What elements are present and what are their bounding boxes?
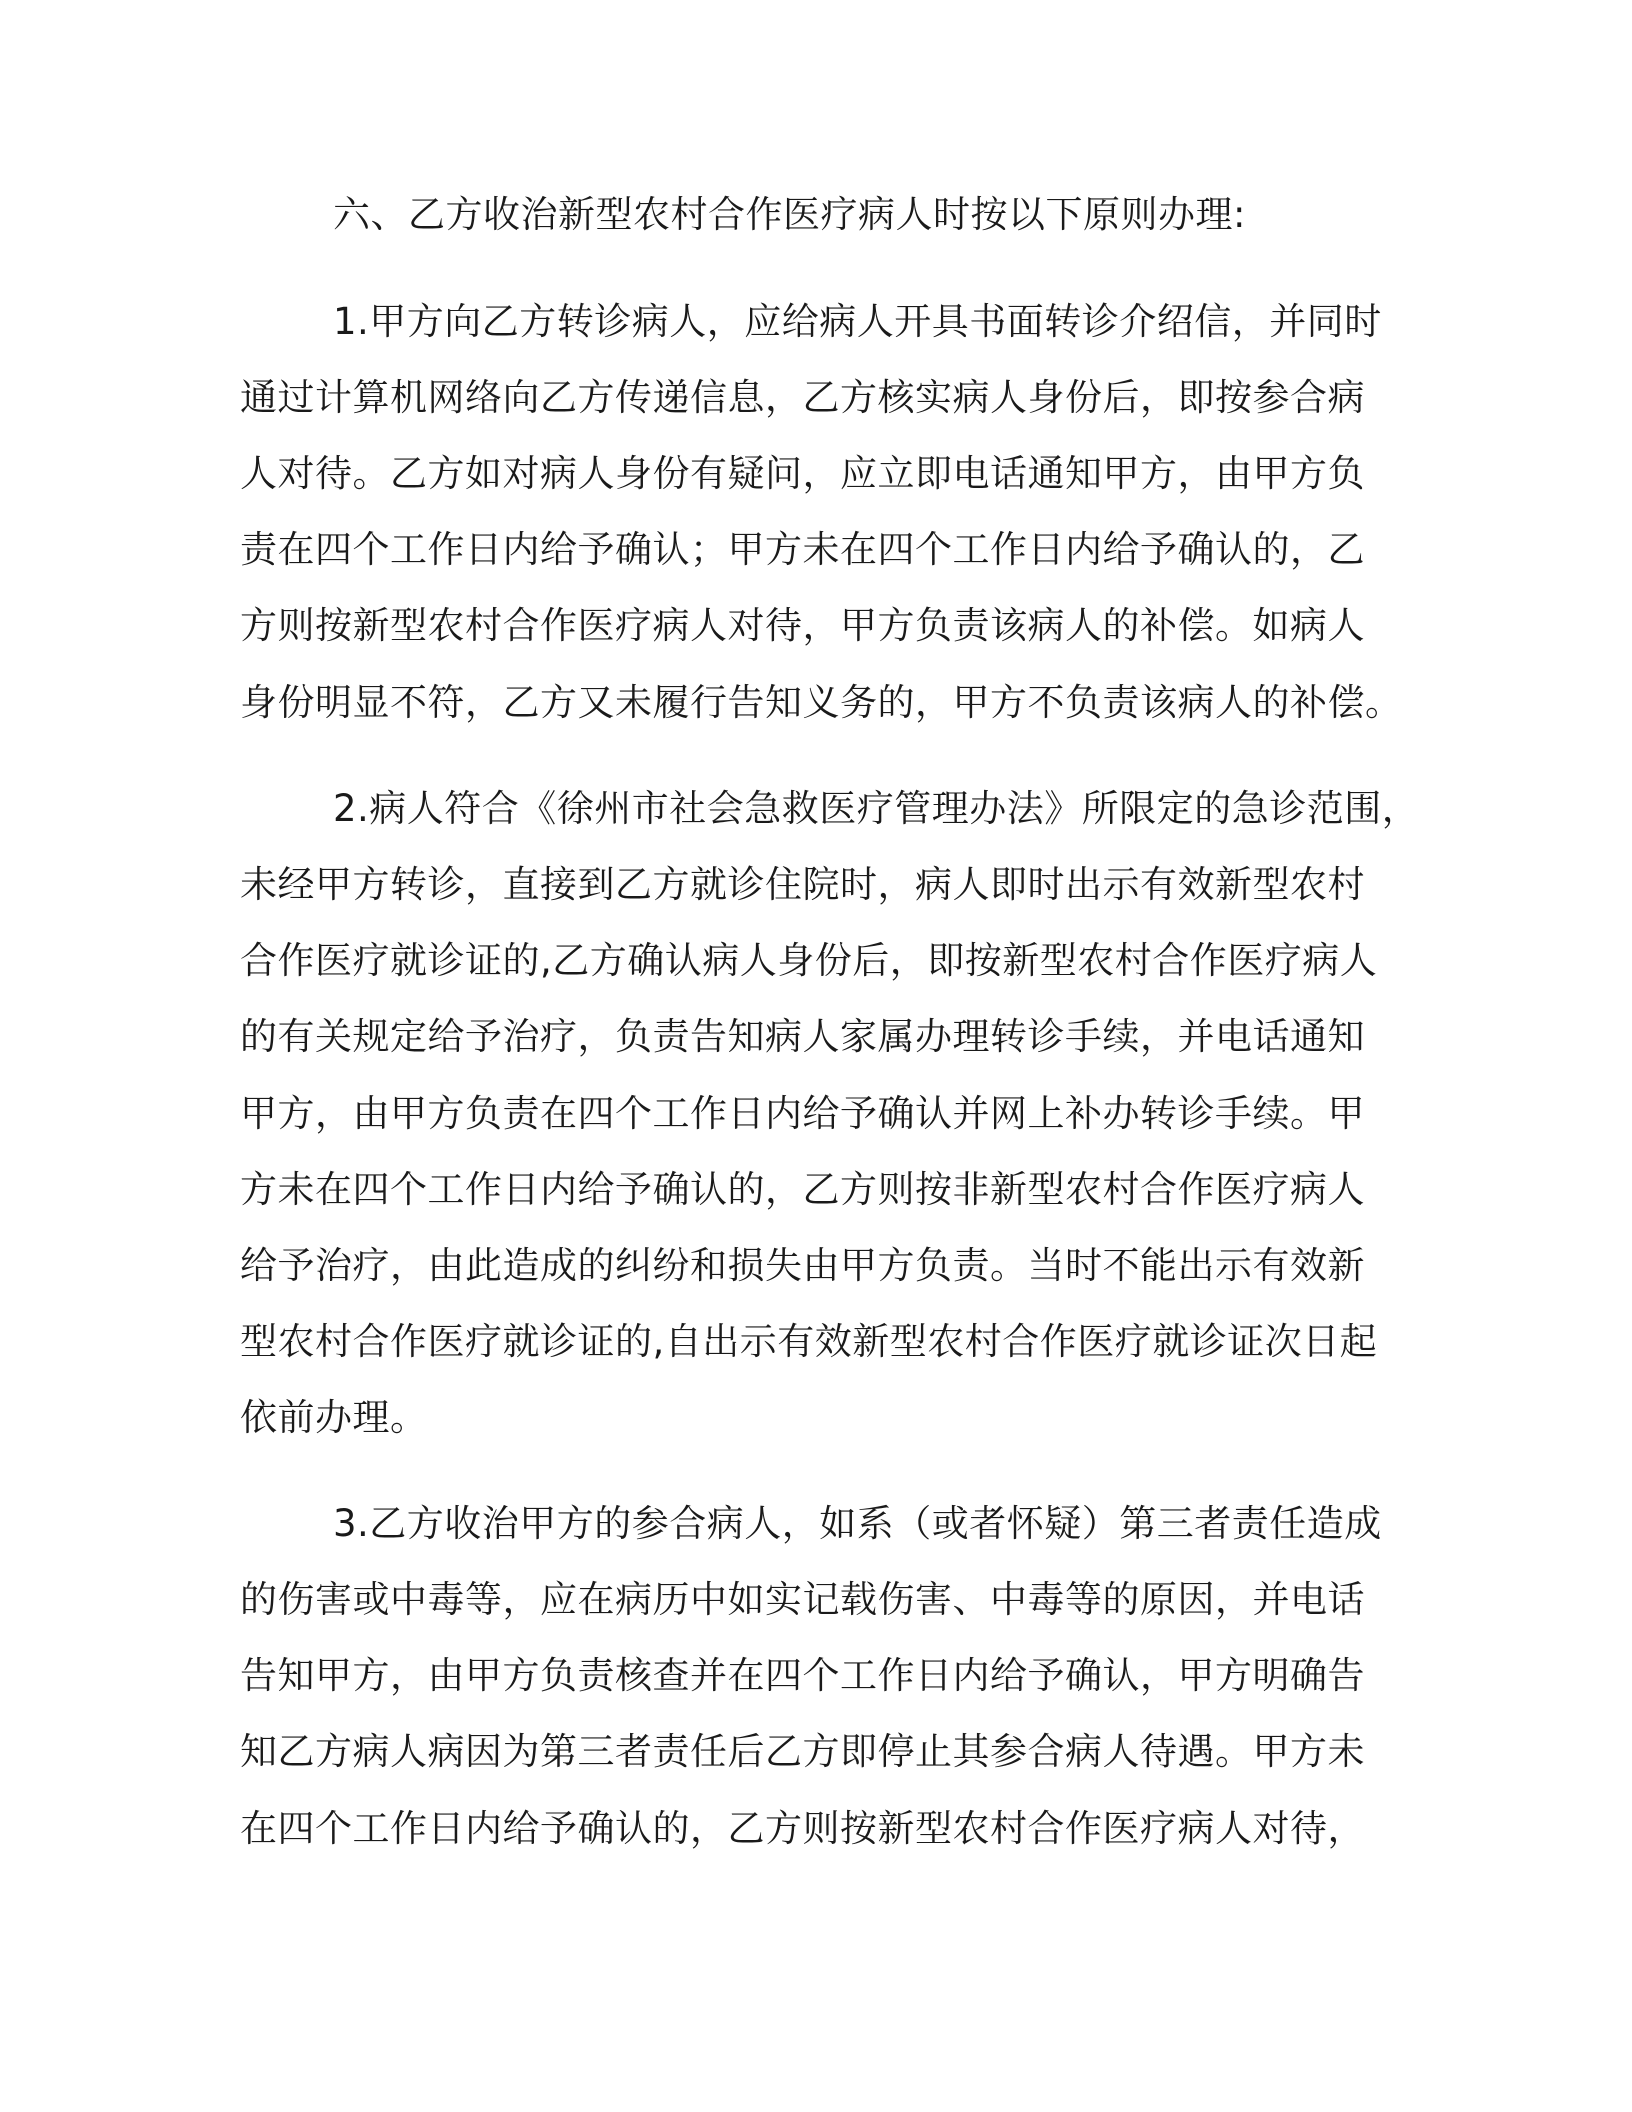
paragraph-line: 责在四个工作日内给予确认；甲方未在四个工作日内给予确认的，乙	[240, 528, 1365, 571]
paragraph-line: 身份明显不符，乙方又未履行告知义务的，甲方不负责该病人的补偿。	[240, 681, 1403, 724]
section-heading: 六、乙方收治新型农村合作医疗病人时按以下原则办理:	[333, 193, 1246, 236]
paragraph-line: 型农村合作医疗就诊证的,自出示有效新型农村合作医疗就诊证次日起	[240, 1320, 1378, 1363]
paragraph-line: 方未在四个工作日内给予确认的，乙方则按非新型农村合作医疗病人	[240, 1168, 1365, 1211]
paragraph-line: 的有关规定给予治疗，负责告知病人家属办理转诊手续，并电话通知	[240, 1015, 1365, 1058]
paragraph-line: 告知甲方，由甲方负责核查并在四个工作日内给予确认，甲方明确告	[240, 1654, 1365, 1697]
paragraph-line: 3.乙方收治甲方的参合病人，如系（或者怀疑）第三者责任造成	[333, 1502, 1382, 1545]
paragraph-line: 合作医疗就诊证的,乙方确认病人身份后，即按新型农村合作医疗病人	[240, 939, 1378, 982]
paragraph-line: 1.甲方向乙方转诊病人，应给病人开具书面转诊介绍信，并同时	[333, 300, 1382, 343]
paragraph-line: 2.病人符合《徐州市社会急救医疗管理办法》所限定的急诊范围，	[333, 787, 1420, 830]
paragraph-line: 知乙方病人病因为第三者责任后乙方即停止其参合病人待遇。甲方未	[240, 1730, 1365, 1773]
paragraph-line: 甲方，由甲方负责在四个工作日内给予确认并网上补办转诊手续。甲	[240, 1092, 1365, 1135]
paragraph-line: 给予治疗，由此造成的纠纷和损失由甲方负责。当时不能出示有效新	[240, 1244, 1365, 1287]
paragraph-line: 通过计算机网络向乙方传递信息，乙方核实病人身份后，即按参合病	[240, 376, 1365, 419]
paragraph-line: 的伤害或中毒等，应在病历中如实记载伤害、中毒等的原因，并电话	[240, 1578, 1365, 1621]
paragraph-line: 方则按新型农村合作医疗病人对待，甲方负责该病人的补偿。如病人	[240, 604, 1365, 647]
paragraph-line: 人对待。乙方如对病人身份有疑问，应立即电话通知甲方，由甲方负	[240, 452, 1365, 495]
paragraph-line: 依前办理。	[240, 1396, 428, 1439]
paragraph-line: 在四个工作日内给予确认的，乙方则按新型农村合作医疗病人对待，	[240, 1807, 1365, 1850]
paragraph-line: 未经甲方转诊，直接到乙方就诊住院时，病人即时出示有效新型农村	[240, 863, 1365, 906]
